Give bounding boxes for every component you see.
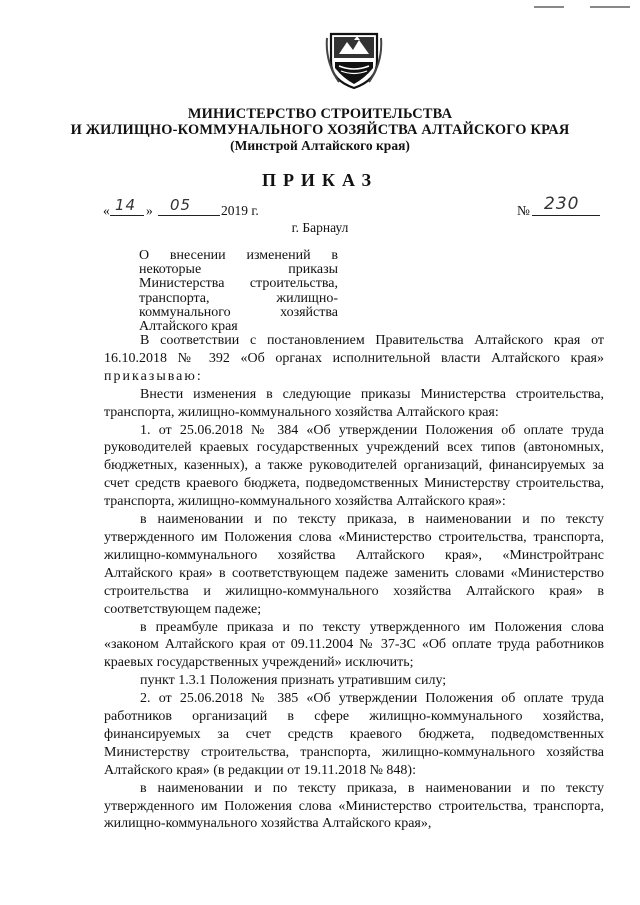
date-year: 2019 г.	[221, 203, 259, 218]
ministry-short-name: (Минстрой Алтайского края)	[230, 138, 410, 153]
paragraph-item-2: 2. от 25.06.2018 № 385 «Об утверждении Положения об оплате труда работников организаций в сфере жилищно-коммунального хозяйства, финансируемых за счет средств краевого бюджета, подведомственных Министерству строительства, транспорта, жилищно-коммунального хозяйства Алтайского края» (в редакции от 19.11.2018 № 848):	[104, 691, 604, 778]
document-body	[104, 332, 604, 833]
document-title: ПРИКАЗ	[261, 170, 379, 190]
paragraph-item-1-preamble: в преамбуле приказа и по тексту утвержденного им Положения слова «законом Алтайского края от 09.11.2004 № 37-ЗС «Об оплате труда работников краевых государственных учреждений» исключить;	[104, 619, 604, 671]
coat-of-arms-emblem	[325, 28, 383, 90]
scan-artifact-line	[534, 6, 564, 8]
date-open-quote: «	[103, 203, 110, 218]
city: г. Барнаул	[291, 220, 349, 235]
paragraph-item-2-rename: в наименовании и по тексту приказа, в наименовании и по тексту утвержденного им Положения слова «Министерство строительства, транспорта, жилищно-коммунального хозяйства Алтайского края»,	[104, 780, 604, 832]
order-word: приказываю:	[104, 368, 203, 384]
paragraph-item-1: 1. от 25.06.2018 № 384 «Об утверждении Положения об оплате труда руководителей краевых государственных учреждений всех типов (автономных, бюджетных, казенных), а также руководителей организаций, финансируемых за счет средств краевого бюджета, подведомственных Министерству строительства, транспорта, жилищно-коммунального хозяйства Алтайского края»:	[104, 422, 604, 510]
date-day: 14	[115, 196, 137, 214]
paragraph-preamble	[104, 332, 604, 386]
ministry-name-line2: И ЖИЛИЩНО-КОММУНАЛЬНОГО ХОЗЯЙСТВА АЛТАЙСКОГО КРАЯ	[70, 122, 570, 138]
ministry-name-line1: МИНИСТЕРСТВО СТРОИТЕЛЬСТВА	[187, 106, 453, 122]
number-sign: №	[517, 203, 530, 218]
date-month: 05	[170, 196, 192, 214]
preamble-text: В соответствии с постановлением Правительства Алтайского края от 16.10.2018 № 392 «Об органах исполнительной власти Алтайского края»	[104, 333, 604, 366]
document-number: 230	[544, 194, 580, 214]
document-topic: О внесении изменений в некоторые приказы Министерства строительства, транспорта, жилищно-коммунального хозяйства Алтайского края	[139, 248, 338, 335]
paragraph-item-1-rename: в наименовании и по тексту приказа, в наименовании и по тексту утвержденного им Положения слова «Министерство строительства, транспорта, жилищно-коммунального хозяйства Алтайского края», «Минстройтранс Алтайского края» в соответствующем падеже заменить словами «Министерство строительства и жилищно-коммунального хозяйства Алтайского края» в соответствующем падеже;	[104, 512, 604, 617]
paragraph-intro: Внести изменения в следующие приказы Министерства строительства, транспорта, жилищно-коммунального хозяйства Алтайского края:	[104, 386, 604, 420]
paragraph-item-1-point: пункт 1.3.1 Положения признать утратившим силу;	[140, 673, 447, 689]
date-close-quote: »	[146, 203, 153, 218]
scan-artifact-line	[590, 6, 630, 8]
